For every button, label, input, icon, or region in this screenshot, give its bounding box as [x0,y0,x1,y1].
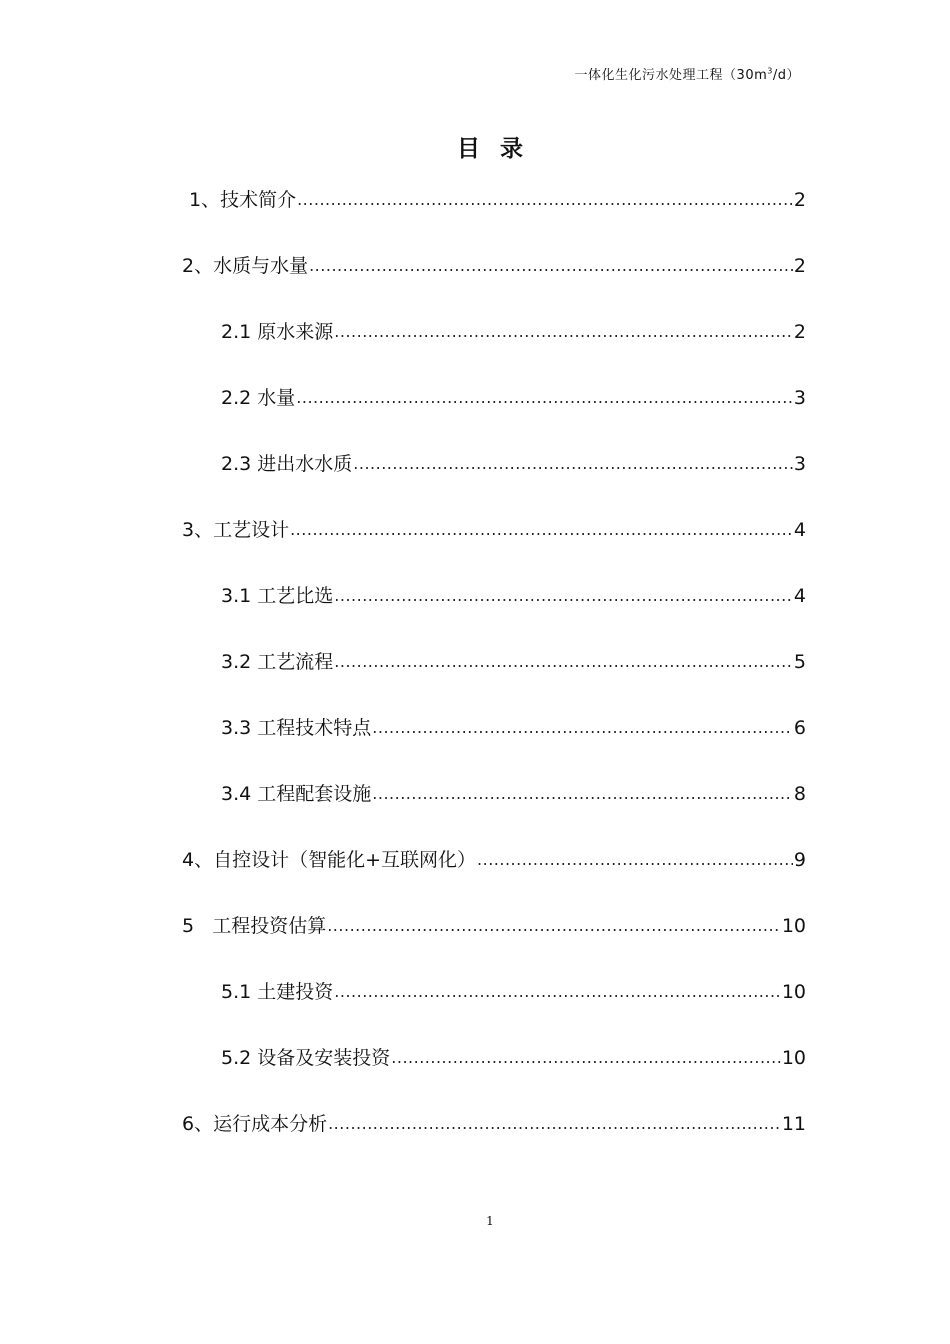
toc-item[interactable] [182,315,806,381]
toc-leader-dots [353,447,793,481]
toc-item-page: 5 [793,651,806,673]
toc-item[interactable] [182,513,806,579]
header-text-end: /d） [772,68,800,83]
toc-leader-dots [372,711,793,745]
toc-item-label: 5.2 设备及安装投资 [221,1047,391,1069]
toc-item-page: 11 [781,1113,806,1135]
toc-leader-dots [334,579,793,613]
toc-item-label: 2.1 原水来源 [221,321,334,343]
toc-item-label: 3.1 工艺比选 [221,585,334,607]
toc-item[interactable] [182,579,806,645]
toc-item-page: 10 [781,915,806,937]
toc-item[interactable] [182,909,806,975]
toc-leader-dots [328,1107,781,1141]
toc-item-label: 4、自控设计（智能化+互联网化） [182,849,477,871]
toc-leader-dots [296,381,793,415]
toc-item-label: 5 工程投资估算 [182,915,327,937]
toc-title: 目录 [457,136,543,162]
page-header [575,64,800,83]
toc-leader-dots [309,249,793,283]
toc-item-label: 2、水质与水量 [182,255,309,277]
toc-item-label: 2.2 水量 [221,387,296,409]
toc-leader-dots [334,645,793,679]
toc-item-page: 4 [793,519,806,541]
toc-item[interactable] [182,843,806,909]
toc-item-label: 3、工艺设计 [182,519,290,541]
toc-item[interactable] [182,381,806,447]
toc-item-page: 9 [793,849,806,871]
table-of-contents [182,183,806,1173]
toc-item-label: 3.2 工艺流程 [221,651,334,673]
toc-leader-dots [290,513,793,547]
toc-leader-dots [372,777,793,811]
toc-item[interactable] [182,1041,806,1107]
toc-item-label: 1、技术简介 [189,189,297,211]
toc-leader-dots [391,1041,781,1075]
toc-item-label: 2.3 进出水水质 [221,453,353,475]
toc-item-label: 6、运行成本分析 [182,1113,328,1135]
toc-leader-dots [334,975,781,1009]
toc-leader-dots [334,315,793,349]
toc-leader-dots [477,843,793,877]
page-number: 1 [486,1214,494,1228]
toc-leader-dots [327,909,781,943]
toc-item-page: 4 [793,585,806,607]
toc-item[interactable] [182,645,806,711]
toc-item[interactable] [182,447,806,513]
toc-item[interactable] [182,249,806,315]
toc-item[interactable] [182,975,806,1041]
toc-item[interactable] [182,183,806,249]
toc-item[interactable] [182,777,806,843]
toc-leader-dots [297,183,793,217]
toc-item-page: 2 [793,189,806,211]
toc-item-page: 6 [793,717,806,739]
toc-item-page: 3 [793,387,806,409]
header-text: 一体化生化污水处理工程（30m [574,68,768,83]
toc-item-page: 2 [793,321,806,343]
toc-item-label: 3.4 工程配套设施 [221,783,372,805]
toc-item-page: 8 [793,783,806,805]
toc-item[interactable] [182,711,806,777]
toc-item-page: 2 [793,255,806,277]
toc-item-page: 10 [781,1047,806,1069]
toc-item-page: 10 [781,981,806,1003]
toc-item-page: 3 [793,453,806,475]
toc-item-label: 3.3 工程技术特点 [221,717,372,739]
toc-item[interactable] [182,1107,806,1173]
header-superscript: 3 [767,66,773,76]
toc-item-label: 5.1 土建投资 [221,981,334,1003]
